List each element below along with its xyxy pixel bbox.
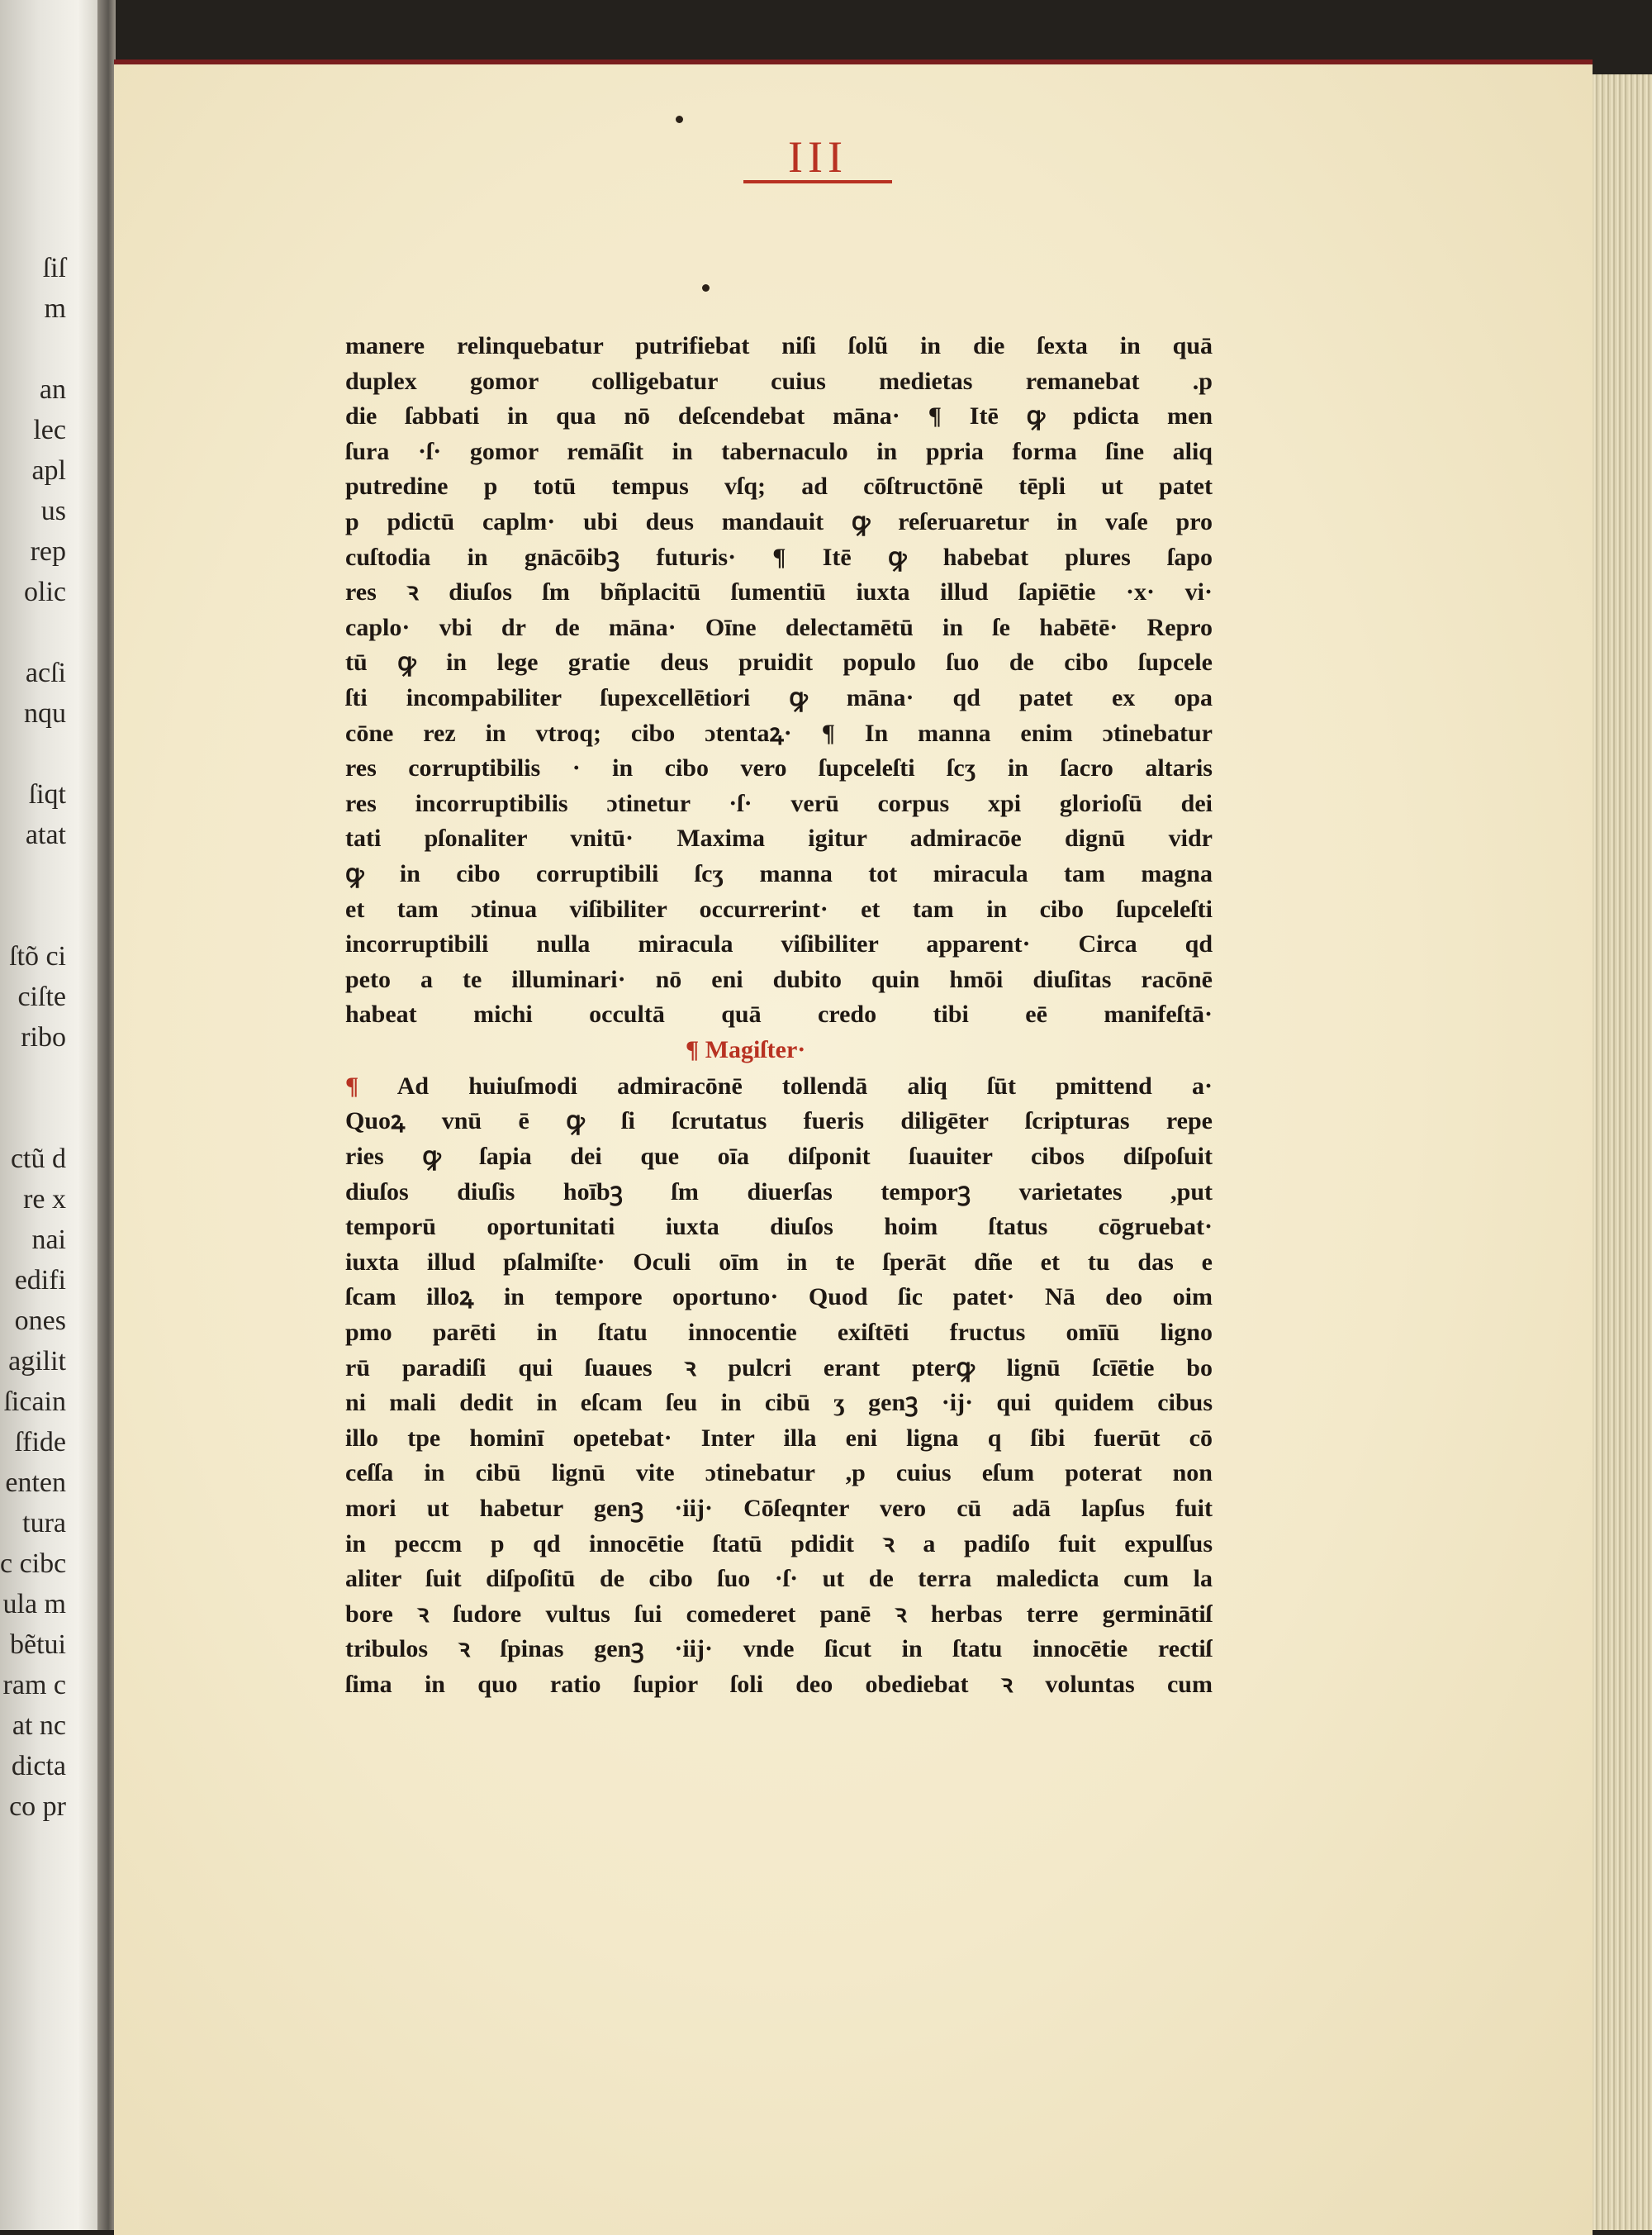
text-line: ſcam illoꝝ in tempore oportuno· Quod ſic patet· Nā deo oim bbox=[345, 1283, 1213, 1311]
left-page-fragment: lec bbox=[33, 415, 66, 445]
text-line: ꝙ in cibo corruptibili ſcʒ manna tot miracula tam magna bbox=[345, 859, 1213, 887]
left-page-fragment: apl bbox=[31, 455, 66, 486]
text-line: temporū oportunitati iuxta diuſos hoim ſtatus cōgruebat· bbox=[345, 1213, 1213, 1241]
left-page-fragment: tura bbox=[22, 1508, 66, 1538]
left-page-fragment bbox=[0, 734, 66, 774]
left-page-fragment: agilit bbox=[8, 1346, 66, 1377]
left-page-text-fragments bbox=[0, 248, 66, 1827]
left-page-fragment: olic bbox=[24, 577, 66, 607]
body-text bbox=[345, 329, 1213, 1703]
left-page-fragment: ram c bbox=[2, 1670, 66, 1700]
text-line: aliter ſuit diſpoſitū de cibo ſuo ·ſ· ut de terra maledicta cum la bbox=[345, 1565, 1213, 1593]
text-line: pmo parēti in ſtatu innocentie exiſtēti fructus omīū ligno bbox=[345, 1319, 1213, 1347]
left-page-fragment: ones bbox=[14, 1305, 66, 1336]
text-line: ¶ Ad huiuſmodi admiracōnē tollendā aliq ſūt pmittend a· bbox=[345, 1072, 1213, 1100]
rubric-heading: ¶ Magiſter· bbox=[686, 1035, 806, 1063]
left-page-fragment: ſtõ ci bbox=[9, 941, 66, 972]
left-page-fragment: ſfide bbox=[14, 1427, 66, 1458]
text-line: illo tpe hominī opetebat· Inter illa eni ligna q ſibi fuerūt cō bbox=[345, 1424, 1213, 1452]
left-page-fragment: ctũ d bbox=[10, 1144, 66, 1174]
text-line: res incorruptibilis ɔtinetur ·ſ· verū corpus xpi glorioſū dei bbox=[345, 789, 1213, 817]
ink-dot-mid bbox=[702, 284, 710, 292]
text-line: putredine p totū tempus vſq; ad cōſtructōnē tēpli ut patet bbox=[345, 473, 1213, 501]
left-page-fragment: ſicain bbox=[3, 1386, 66, 1417]
text-line: die ſabbati in qua nō deſcendebat māna· ¶ Itē ꝙ pdicta men bbox=[345, 402, 1213, 430]
text-line: p pdictū caplm· ubi deus mandauit ꝙ reſeruaretur in vaſe pro bbox=[345, 507, 1213, 535]
left-page-fragment bbox=[0, 855, 66, 896]
page-fore-edge bbox=[1593, 74, 1652, 2230]
section-heading bbox=[345, 1033, 1213, 1069]
left-page-fragment bbox=[0, 329, 66, 369]
text-line: tū ꝙ in lege gratie deus pruidit populo ſuo de cibo ſupcele bbox=[345, 649, 1213, 677]
left-page-fragment: us bbox=[40, 496, 66, 526]
left-page-fragment: acſi bbox=[25, 658, 66, 688]
rubric-paragraph-mark: ¶ bbox=[345, 1072, 359, 1100]
text-line: rū paradiſi qui ſuaues ꝛ pulcri erant pterꝙ lignū ſcīētie bo bbox=[345, 1353, 1213, 1381]
facing-left-page bbox=[0, 0, 97, 2230]
left-page-fragment: nqu bbox=[24, 698, 66, 729]
text-line: ſura ·ſ· gomor remāſit in tabernaculo in ppria forma ſine aliq bbox=[345, 437, 1213, 465]
text-lines-before bbox=[345, 329, 1213, 1033]
text-line: duplex gomor colligebatur cuius medietas remanebat .p bbox=[345, 367, 1213, 395]
text-line: ſti incompabiliter ſupexcellētiori ꝙ māna· qd patet ex opa bbox=[345, 683, 1213, 711]
left-page-fragment: at nc bbox=[12, 1710, 66, 1741]
left-page-fragment: enten bbox=[5, 1467, 66, 1498]
left-page-fragment: re x bbox=[23, 1184, 66, 1215]
left-page-fragment: rep bbox=[30, 536, 66, 567]
left-page-fragment: c cibc bbox=[0, 1548, 67, 1579]
left-page-fragment: ula m bbox=[2, 1589, 66, 1619]
left-page-fragment: dicta bbox=[11, 1751, 66, 1781]
left-page-fragment: atat bbox=[25, 820, 66, 850]
left-page-fragment: an bbox=[39, 374, 66, 405]
ink-dot-top bbox=[676, 116, 683, 123]
text-line: mori ut habetur genꝫ ·iij· Cōſeqnter vero cū adā lapſus fuit bbox=[345, 1495, 1213, 1522]
text-line: Quoꝝ vnū ē ꝙ ſi ſcrutatus fueris diligēter ſcripturas repe bbox=[345, 1107, 1213, 1135]
left-page-fragment: co pr bbox=[9, 1791, 66, 1822]
book-gutter bbox=[97, 0, 116, 2230]
left-page-fragment: m bbox=[44, 293, 66, 324]
text-line: peto a te illuminari· nō eni dubito quin hmōi diuſitas racōnē bbox=[345, 965, 1213, 993]
text-line: ries ꝙ ſapia dei que oīa diſponit ſuauiter cibos diſpoſuit bbox=[345, 1143, 1213, 1171]
text-lines-after bbox=[345, 1069, 1213, 1703]
text-line: cōne rez in vtroq; cibo ɔtentaꝝ· ¶ In manna enim ɔtinebatur bbox=[345, 719, 1213, 747]
left-page-fragment bbox=[0, 612, 66, 653]
text-line: habeat michi occultā quā credo tibi eē manifeſtā· bbox=[345, 1001, 1213, 1029]
text-line: res ꝛ diuſos ſm bñplacitū ſumentiū iuxta illud ſapiētie ·x· vi· bbox=[345, 578, 1213, 606]
left-page-fragment: ciſte bbox=[17, 982, 66, 1012]
left-page-fragment bbox=[0, 896, 66, 936]
text-line: res corruptibilis · in cibo vero ſupceleſti ſcʒ in ſacro altaris bbox=[345, 754, 1213, 782]
left-page-fragment: ſiſ bbox=[42, 253, 66, 283]
left-page-fragment: bẽtui bbox=[10, 1629, 66, 1660]
text-line: tribulos ꝛ ſpinas genꝫ ·iij· vnde ſicut in ſtatu innocētie rectiſ bbox=[345, 1635, 1213, 1663]
left-page-fragment: edifi bbox=[14, 1265, 66, 1296]
text-line: ceſſa in cibū lignū vite ɔtinebatur ,p cuius eſum poterat non bbox=[345, 1459, 1213, 1487]
text-line: cuſtodia in gnācōibꝫ futuris· ¶ Itē ꝙ habebat plures ſapo bbox=[345, 543, 1213, 571]
text-line: iuxta illud pſalmiſte· Oculi oīm in te ſperāt dñe et tu das e bbox=[345, 1248, 1213, 1276]
text-line: tati pſonaliter vnitū· Maxima igitur admiracōe dignū vidr bbox=[345, 825, 1213, 853]
text-line: incorruptibili nulla miracula viſibiliter apparent· Circa qd bbox=[345, 930, 1213, 958]
text-line: et tam ɔtinua viſibiliter occurrerint· et tam in cibo ſupceleſti bbox=[345, 895, 1213, 923]
left-page-fragment: nai bbox=[31, 1224, 66, 1255]
left-page-fragment bbox=[0, 1098, 66, 1139]
text-line: ſima in quo ratio ſupior ſoli deo obediebat ꝛ voluntas cum bbox=[345, 1670, 1213, 1698]
text-line: ni mali dedit in eſcam ſeu in cibū ʒ genꝫ ·ij· qui quidem cibus bbox=[345, 1389, 1213, 1417]
text-line: bore ꝛ ſudore vultus ſui comederet panē ꝛ herbas terre germinātiſ bbox=[345, 1600, 1213, 1628]
folio-number: III bbox=[743, 134, 892, 183]
left-page-fragment bbox=[0, 1058, 66, 1098]
left-page-fragment: ribo bbox=[21, 1022, 66, 1053]
text-line: manere relinquebatur putrifiebat niſi ſolũ in die ſexta in quā bbox=[345, 332, 1213, 359]
text-line: caplo· vbi dr de māna· Oīne delectamētū in ſe habētē· Repro bbox=[345, 613, 1213, 641]
left-page-fragment: ſiqt bbox=[28, 779, 66, 810]
text-line: in peccm p qd innocētie ſtatū pdidit ꝛ a padiſo fuit expulſus bbox=[345, 1529, 1213, 1557]
text-line: diuſos diuſis hoībꝫ ſm diuerſas temporꝫ varietates ,put bbox=[345, 1177, 1213, 1205]
